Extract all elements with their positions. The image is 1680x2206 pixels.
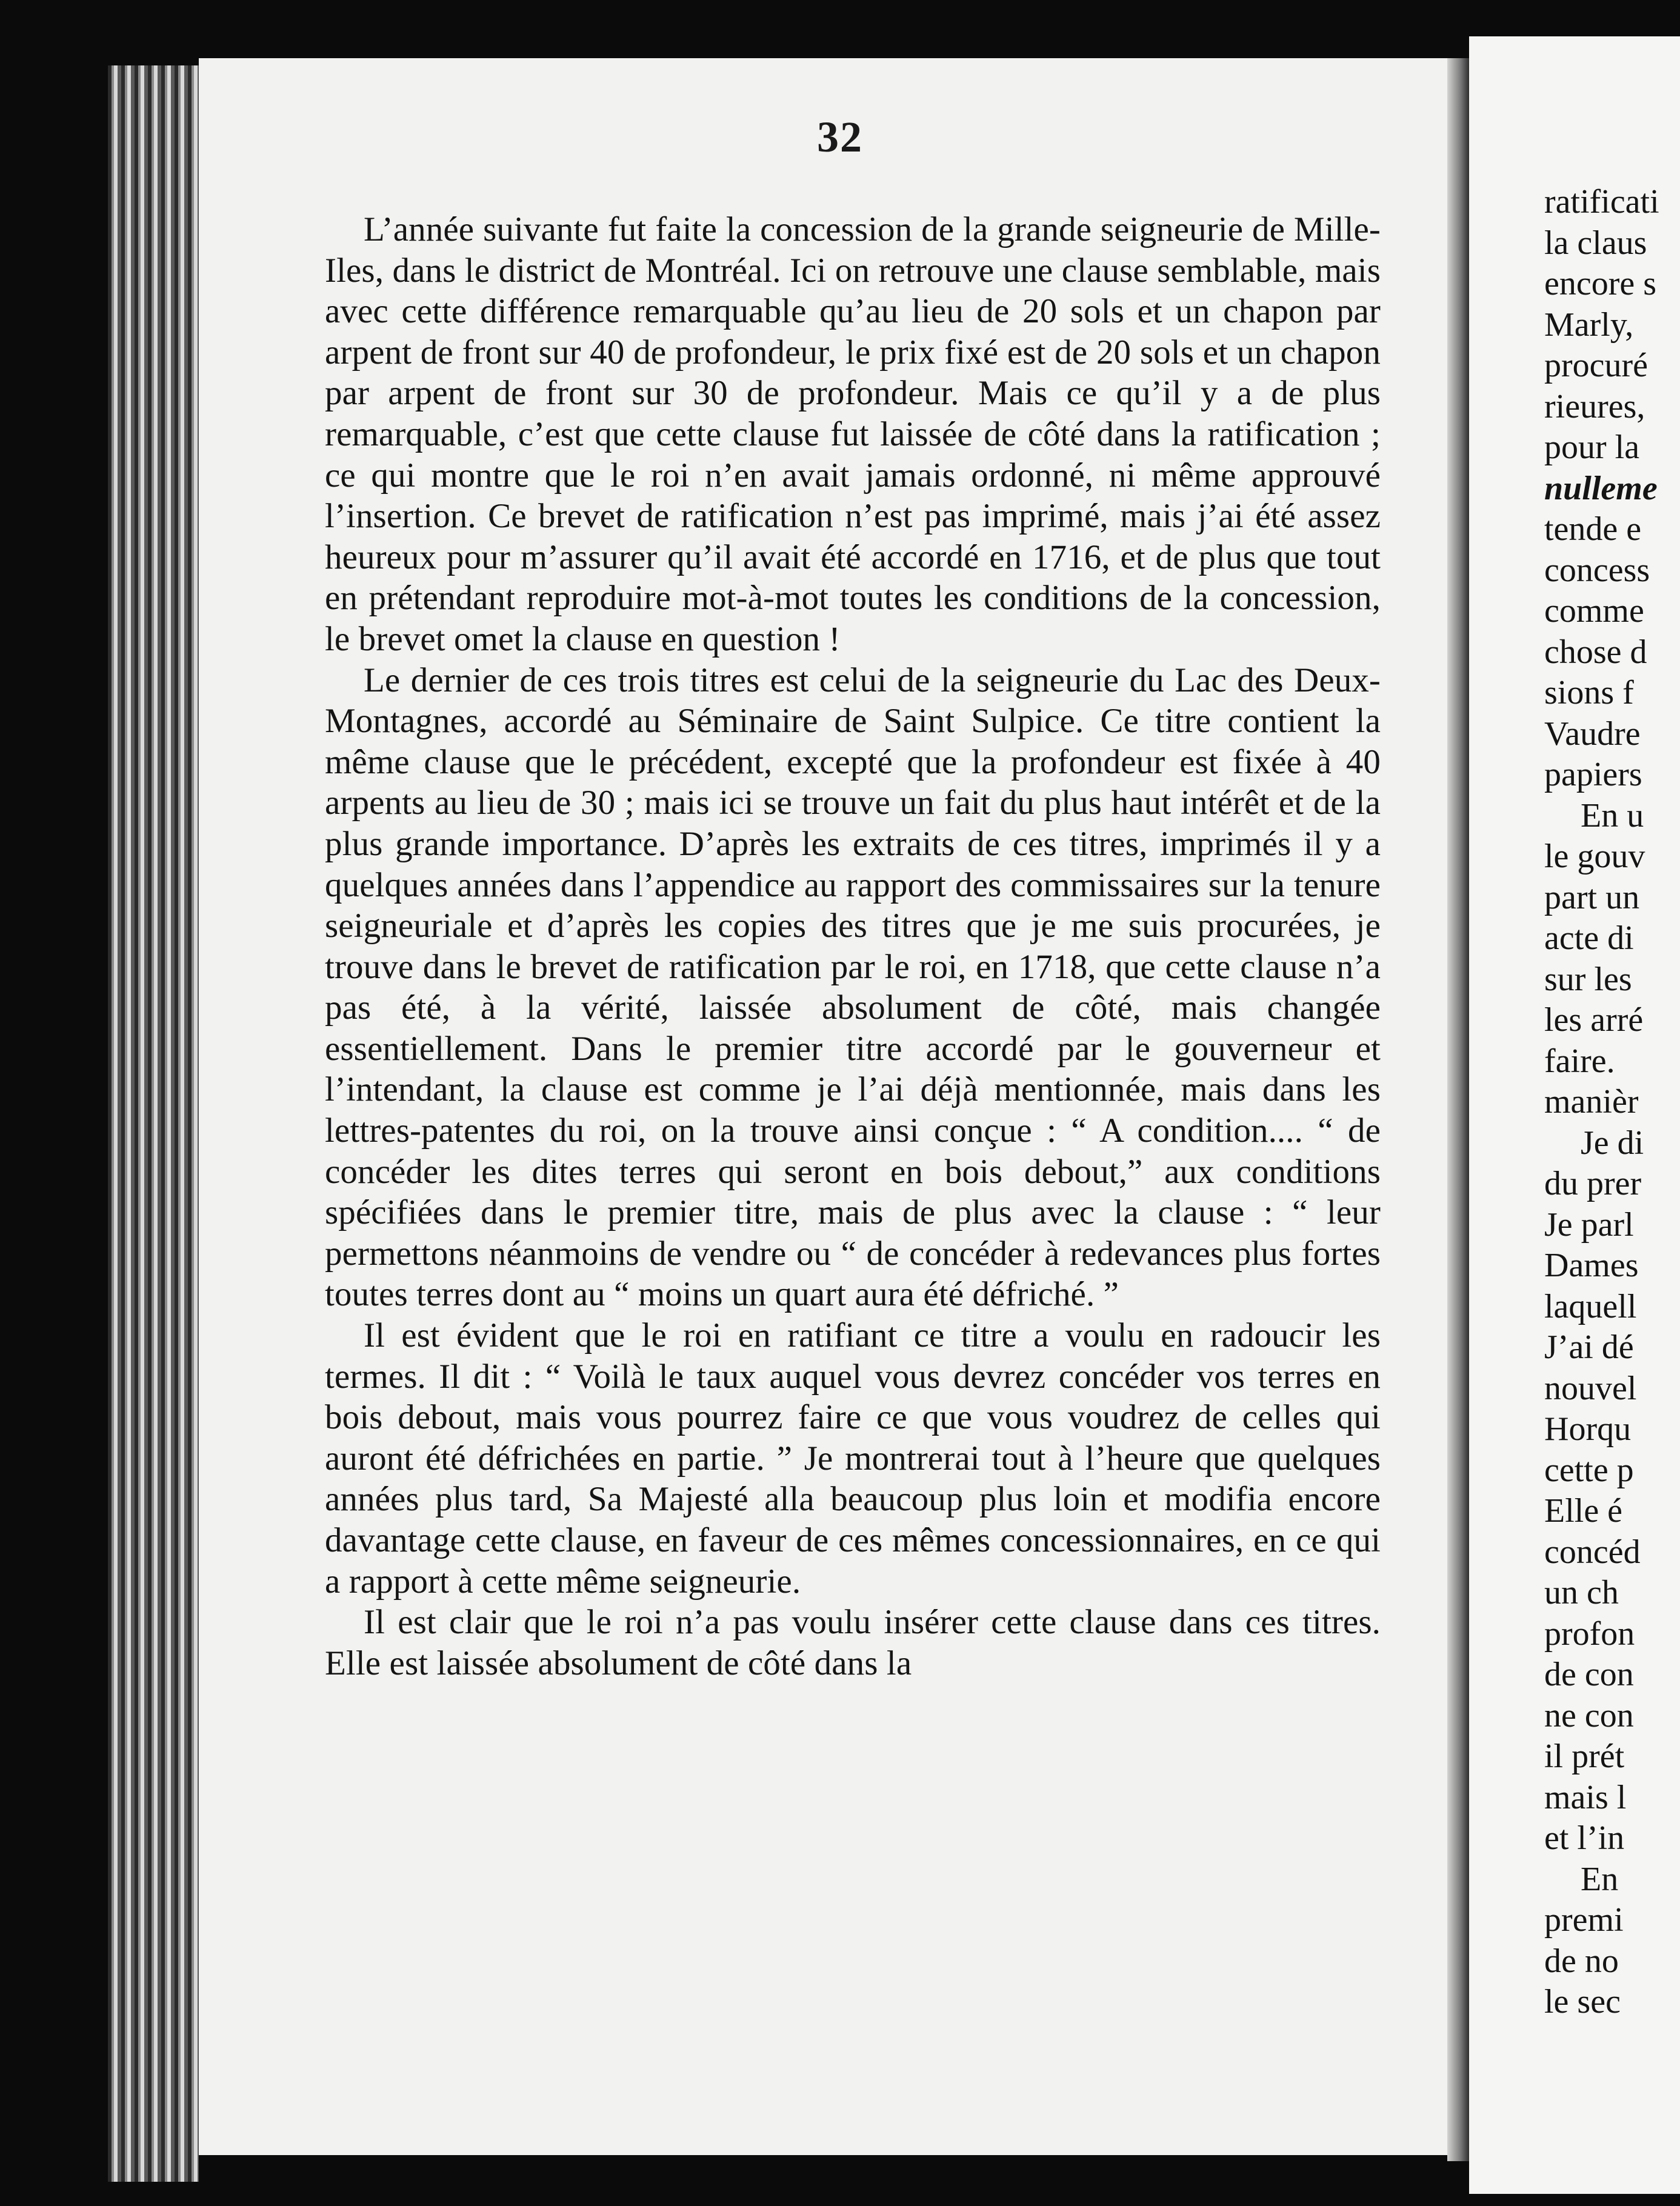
right-page-line: Vaudre [1544, 715, 1641, 753]
paragraph-4: Il est clair que le roi n’a pas voulu insérer cette clause dans ces titres. Elle est laissée absolument de côté dans la [325, 1603, 1381, 1682]
right-page-line: mais l [1544, 1778, 1627, 1816]
right-page-line: rieures, [1544, 387, 1645, 425]
paragraph-1: L’année suivante fut faite la concession de la grande seigneurie de Mille-Iles, dans le district de Montréal. Ici on retrouve une clause semblable, mais avec cette différence remarquable qu’au lieu de 20 sols et un chapon par arpent de front sur 40 de profondeur, le prix fixé est de 20 sols et un chapon par arpent de front sur 30 de profondeur. Mais ce qu’il y a de plus remarquable, c’est que cette clause fut laissée de côté dans la ratification ; ce qui montre que le roi n’en avait jamais ordonné, ni même approuvé l’insertion. Ce brevet de ratification n’est pas imprimé, mais j’ai été assez heureux pour m’assurer qu’il avait été accordé en 1716, et de plus que tout en prétendant reproduire mot-à-mot toutes les conditions de la concession, le brevet omet la clause en question ! [325, 210, 1381, 658]
right-page-line: le sec [1544, 1983, 1621, 2021]
right-page-line: papiers [1544, 756, 1642, 793]
right-page-line: concess [1544, 551, 1650, 589]
page-gutter [1447, 58, 1469, 2161]
right-page-line: il prét [1544, 1738, 1625, 1775]
right-page-line: faire. [1544, 1042, 1615, 1080]
right-page-line: premi [1544, 1901, 1624, 1939]
right-page-line: concéd [1544, 1533, 1641, 1571]
right-page-line: Horqu [1544, 1410, 1632, 1448]
book-spine-edges [108, 65, 199, 2182]
right-page-line: nouvel [1544, 1369, 1637, 1407]
right-page-line: manièr [1544, 1083, 1639, 1121]
right-page-line: acte di [1544, 919, 1634, 957]
right-page-line: En [1581, 1860, 1619, 1898]
right-page-line: tende e [1544, 510, 1642, 548]
right-page-line: Marly, [1544, 305, 1634, 344]
right-page-line: encore s [1544, 265, 1657, 302]
right-page-line: Je parl [1544, 1205, 1634, 1244]
right-page-line: sur les [1544, 960, 1632, 998]
right-page-line: du prer [1544, 1165, 1642, 1202]
right-page-line: ratificati [1544, 183, 1659, 221]
right-page-text [1544, 182, 1680, 2023]
right-page-line: les arré [1544, 1001, 1644, 1039]
right-page-line: Elle é [1544, 1492, 1623, 1530]
right-page-line: cette p [1544, 1451, 1634, 1489]
paragraph-3: Il est évident que le roi en ratifiant ce titre a voulu en radoucir les termes. Il dit : “ Voilà le taux auquel vous devrez concéder vos terres en bois debout, mais vous pourrez faire ce que vous voudrez de celles qui auront été défrichées en partie. ” Je montrerai tout à l’heure que quelques années plus tard, Sa Majesté alla beaucoup plus loin et modifia encore davantage cette clause, en faveur de ces mêmes concessionnaires, en ce qui a rapport à cette même seigneurie. [325, 1316, 1381, 1601]
main-text [325, 209, 1381, 1684]
page-number: 32 [817, 113, 863, 161]
right-page-line: la claus [1544, 224, 1647, 262]
right-page-line: part un [1544, 878, 1640, 916]
paragraph-2: Le dernier de ces trois titres est celui de la seigneurie du Lac des Deux-Montagnes, accordé au Séminaire de Saint Sulpice. Ce titre contient la même clause que le précédent, excepté que la profondeur est fixée à 40 arpents au lieu de 30 ; mais ici se trouve un fait du plus haut intérêt et de la plus grande importance. D’après les extraits de ces titres, imprimés il y a quelques années dans l’appendice au rapport des commissaires sur la tenure seigneuriale et d’après les copies des titres que je me suis procurées, je trouve dans le brevet de ratification par le roi, en 1718, que cette clause n’a pas été, à la vérité, laissée absolument de côté, mais changée essentiellement. Dans le premier titre accordé par le gouverneur et l’intendant, la clause est comme je l’ai déjà mentionnée, mais dans les lettres-patentes du roi, on la trouve ainsi conçue : “ A condition.... “ de concéder les dites terres qui seront en bois debout,” aux conditions spécifiées dans le premier titre, mais de plus avec la clause : “ leur permettons néanmoins de vendre ou “ de concéder à redevances plus fortes toutes terres dont au “ moins un quart aura été défriché. ” [325, 661, 1381, 1314]
right-page-line: de no [1544, 1942, 1619, 1980]
right-page-line: de con [1544, 1656, 1634, 1693]
right-page-line: sions f [1544, 674, 1634, 711]
right-page-line: chose d [1544, 633, 1647, 671]
right-page-line: profon [1544, 1615, 1635, 1653]
right-page-line: comme [1544, 592, 1644, 630]
right-page-line: Je di [1581, 1124, 1644, 1162]
right-page-line: Dames [1544, 1247, 1639, 1284]
right-page-line: laquell [1544, 1287, 1637, 1325]
right-page-line: procuré [1544, 347, 1648, 384]
right-page-line: nulleme [1544, 469, 1658, 507]
right-page-line: pour la [1544, 428, 1640, 466]
right-page-line: un ch [1544, 1574, 1619, 1611]
right-page-line: En u [1581, 796, 1644, 835]
right-page-line: le gouv [1544, 838, 1645, 875]
right-page-line: ne con [1544, 1696, 1634, 1734]
right-page-line: J’ai dé [1544, 1328, 1634, 1366]
right-page-line: et l’in [1544, 1819, 1625, 1857]
